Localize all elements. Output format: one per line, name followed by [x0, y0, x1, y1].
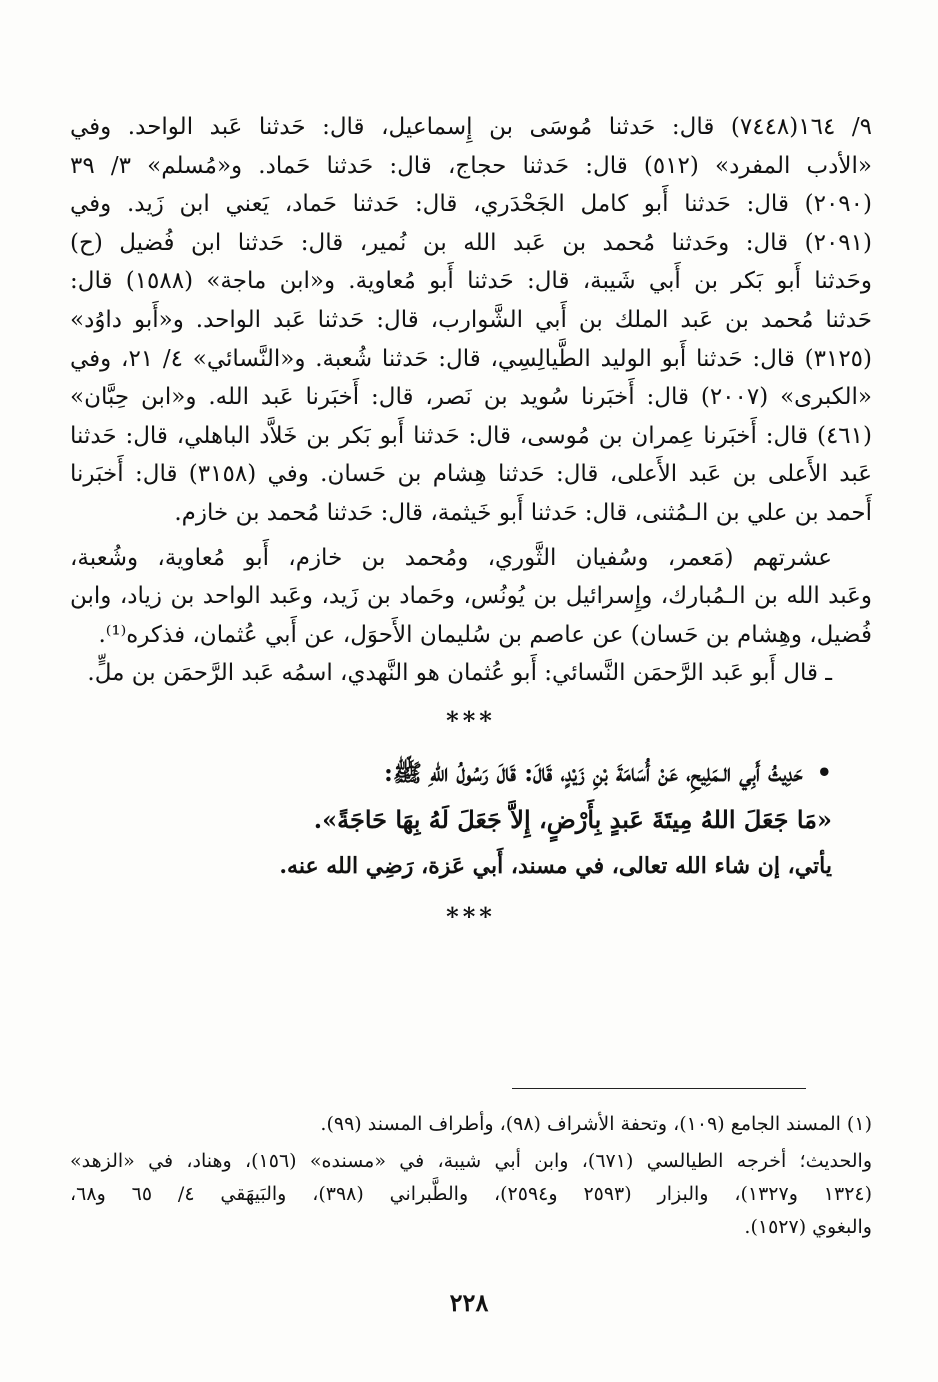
hadith-title: حَدِيثُ أَبِي الـمَلِيحِ، عَنْ أُسَامَةَ بْنِ زَيْدٍ، قَالَ: قَالَ رَسُولُ اللهِ ﷺ:	[384, 757, 803, 787]
text-line: وعَبد الله بن الـمُبارك، وإِسرائيل بن يُونُس، وحَماد بن زَيد، وعَبد الواحد بن زياد، وابن	[70, 583, 872, 610]
footnote-line: والبغوي (١٥٢٧).	[744, 1216, 872, 1238]
footnote-line: (١) المسند الجامع (١٠٩)، وتحفة الأشراف (٩٨)، وأطراف المسند (٩٩).	[320, 1113, 872, 1135]
section-separator: ***	[446, 901, 496, 931]
text-line: فُضيل، وهِشام بن حَسان) عن عاصم بن سُليمان الأَحوَل، عن أَبي عُثمان، فذكره⁽¹⁾.	[98, 621, 872, 648]
text-line: عشرتهم (مَعمر، وسُفيان الثَّوري، ومُحمد بن خازم، أَبو مُعاوية، وشُعبة،	[70, 544, 832, 571]
text-line: (٢٠٩١) قال: وحَدثنا مُحمد بن عَبد الله بن نُمير، قال: حَدثنا ابن فُضيل (ح)	[70, 229, 872, 256]
nasai-comment: ـ قال أَبو عَبد الرَّحمَن النَّسائي: أَبو عُثمان هو النَّهدي، اسمُه عَبد الرَّحمَن بن ملٍّ.	[87, 660, 832, 687]
text-line: (٣١٢٥) قال: حَدثنا أَبو الوليد الطَّيالِسِي، قال: حَدثنا شُعبة. و«النَّسائي» ٤/ ٢١، وفي	[70, 345, 873, 372]
text-line: «الكبرى» (٢٠٠٧) قال: أَخبَرنا سُويد بن نَصر، قال: أَخبَرنا عَبد الله. و«ابن حِبَّان»	[70, 384, 872, 411]
text-line: (٤٦١) قال: أَخبَرنا عِمران بن مُوسى، قال: حَدثنا أَبو بَكر بن خَلاَّد الباهلي، قال: حَدثنا	[70, 422, 872, 449]
text-line: أَحمد بن علي بن الـمُثنى، قال: حَدثنا أَبو خَيثمة، قال: حَدثنا مُحمد بن خازم.	[174, 499, 872, 526]
text-line: «الأدب المفرد» (٥١٢) قال: حَدثنا حجاج، قال: حَدثنا حَماد. و«مُسلم» ٣/ ٣٩	[70, 152, 872, 179]
text-line: عَبد الأَعلى بن عَبد الأَعلى، قال: حَدثنا هِشام بن حَسان. وفي (٣١٥٨) قال: أَخبَرنا	[70, 461, 872, 488]
page-number: ٢٢٨	[449, 1288, 489, 1317]
text-line: وحَدثنا أَبو بَكر بن أَبي شَيبة، قال: حَدثنا أَبو مُعاوية. و«ابن ماجة» (١٥٨٨) قال:	[70, 268, 872, 295]
bullet-icon: •	[816, 757, 832, 787]
hadith-text: «مَا جَعَلَ اللهُ مِيتَةَ عَبدٍ بِأَرْضٍ، إِلاَّ جَعَلَ لَهُ بِهَا حَاجَةً».	[313, 804, 832, 834]
text-line: ٩/ ١٦٤(٧٤٤٨) قال: حَدثنا مُوسَى بن إِسماعيل، قال: حَدثنا عَبد الواحد. وفي	[70, 114, 872, 140]
section-separator: ***	[446, 705, 496, 735]
footnote-line: (١٣٢٤ و١٣٢٧)، والبزار (٢٥٩٣ و٢٥٩٤)، والطَّبراني (٣٩٨)، والبَيهَقي ٤/ ٦٥ و٦٨،	[70, 1183, 873, 1205]
footnotes	[70, 1108, 872, 1244]
main-text	[70, 108, 872, 945]
hadith-note: يأتي، إن شاء الله تعالى، في مسند، أَبي عَزة، رَضِي الله عنه.	[279, 852, 832, 879]
footnote-divider	[512, 1088, 806, 1089]
hadith-heading	[70, 749, 872, 797]
text-line: حَدثنا مُحمد بن عَبد الملك بن أَبي الشَّوارب، قال: حَدثنا عَبد الواحد. و«أَبو داوُد»	[70, 306, 872, 333]
text-line: (٢٠٩٠) قال: حَدثنا أَبو كامل الجَحْدَري، قال: حَدثنا حَماد، يَعني ابن زَيد. وفي	[70, 191, 872, 218]
footnote-line: والحديث؛ أخرجه الطيالسي (٦٧١)، وابن أبي شيبة، في «مسنده» (١٥٦)، وهناد، في «الزهد»	[70, 1150, 873, 1172]
